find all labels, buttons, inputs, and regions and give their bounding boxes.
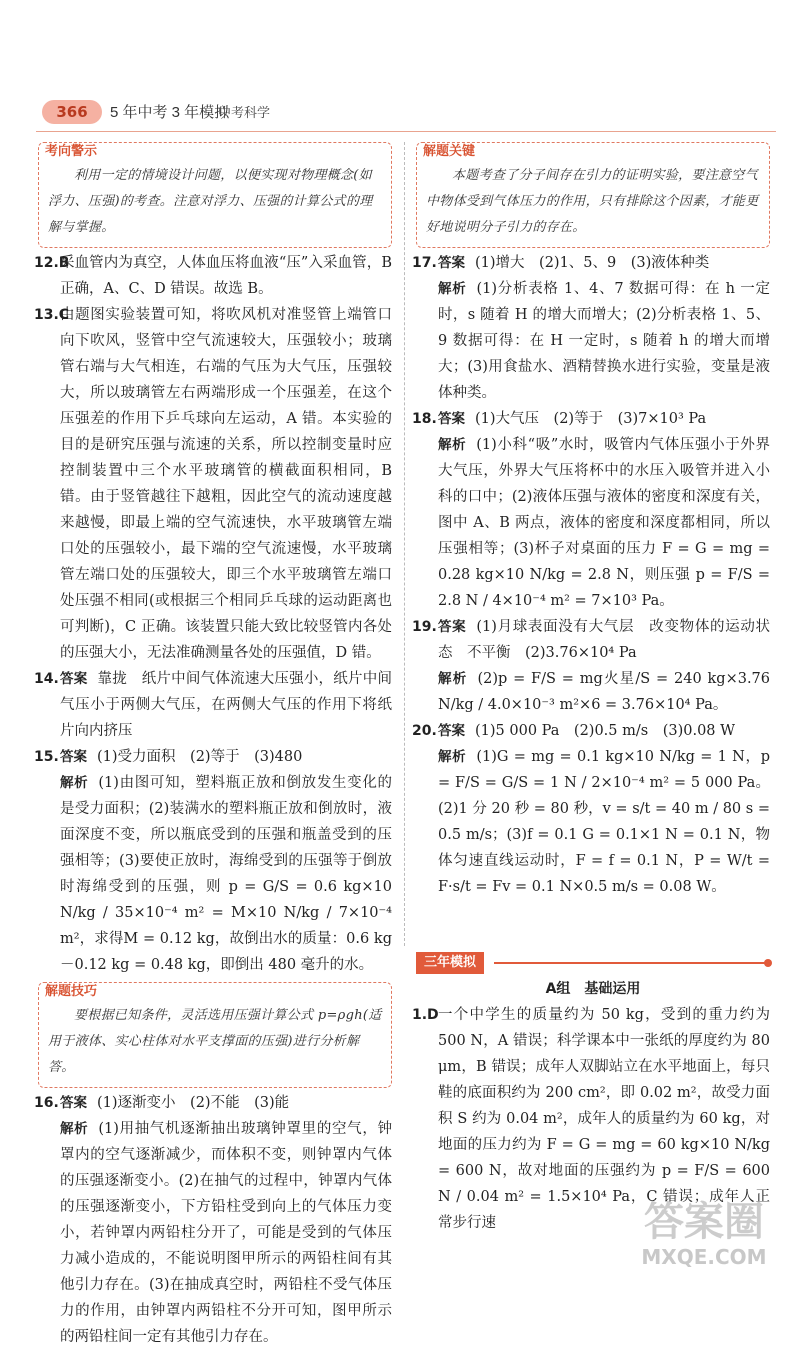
analysis-label: 解析 — [438, 281, 467, 297]
column-divider — [404, 142, 405, 946]
answer-value: (1)月球表面没有大气层 改变物体的运动状态 不平衡 (2)3.76×10⁴ Pa — [438, 619, 771, 661]
answer-20 — [412, 718, 771, 900]
answer-number: 1.D — [412, 1007, 439, 1023]
answer-15 — [34, 744, 393, 978]
analysis-text: (1)G = mg = 0.1 kg×10 N/kg = 1 N，p = F/S = G/S = 1 N / 2×10⁻⁴ m² = 5 000 Pa。(2)1 分 20 秒 = 80 秒，v = s/t = 40 m / 80 s = 0.5 m/s；(3)f = 0.1 G = 0.1×1 N = 0.1 N，物体匀速直线运动时，F = f = 0.1 N，P = W/t = F·s/t = Fv = 0.1 N×0.5 m/s = 0.08 W。 — [438, 749, 771, 895]
analysis-label: 解析 — [60, 1121, 89, 1137]
analysis-label: 解析 — [438, 749, 467, 765]
book-title: 5 年中考 3 年模拟 — [110, 104, 230, 121]
warning-box-text: 利用一定的情境设计问题，以便实现对物理概念(如浮力、压强)的考查。注意对浮力、压强的计算公式的理解与掌握。 — [48, 168, 373, 235]
answer-label: 答案 — [60, 749, 87, 765]
section-line — [494, 962, 770, 964]
section-dot — [764, 959, 772, 967]
watermark-text: 答案圈 — [644, 1199, 764, 1245]
tip-box-text: 要根据已知条件，灵活选用压强计算公式 p=ρgh(适用于液体、实心柱体对水平支撑面的压强)进行分析解答。 — [48, 1008, 382, 1075]
section-title: 三年模拟 — [416, 952, 484, 974]
page-header — [36, 96, 776, 130]
answer-18 — [412, 406, 770, 614]
subject-label: 中考科学 — [218, 105, 271, 120]
left-column — [34, 142, 393, 1350]
right-column — [412, 142, 771, 900]
answer-value: (1)逐渐变小 (2)不能 (3)能 — [97, 1095, 290, 1111]
section-banner — [416, 952, 776, 974]
answer-text: 靠拢 纸片中间气体流速大压强小，纸片中间气压小于两侧大气压，在两侧大气压的作用下将纸片向内挤压 — [60, 671, 393, 739]
answer-number: 12.B — [34, 255, 70, 271]
answer-label: 答案 — [438, 619, 467, 635]
answer-text: 一个中学生的质量约为 50 kg，受到的重力约为 500 N，A 错误；科学课本中一张纸的厚度约为 80 μm，B 错误；成年人双脚站立在水平地面上，每只鞋的底面积约为 200 cm²，即 0.02 m²，故受力面积 S 约为 0.04 m²，成年人的质量约为 60 kg，对地面的压力约为 F = G = mg = 60 kg×10 N/kg = 600 N，故对地面的压强约为 p = F/S = 600 N / 0.04 m² = 1.5×10⁴ Pa，C 错误；成年人正常步行速 — [438, 1007, 770, 1231]
answer-12 — [34, 250, 392, 302]
analysis-text: (1)分析表格 1、4、7 数据可得：在 h 一定时，s 随着 H 的增大而增大；(2)分析表格 1、5、9 数据可得：在 H 一定时，s 随着 h 的增大而增大；(3)用食盐水、酒精替换水进行实验，变量是液体种类。 — [438, 281, 771, 401]
answer-number: 18. — [412, 411, 437, 427]
answer-value: (1)受力面积 (2)等于 (3)480 — [97, 749, 303, 765]
analysis-label: 解析 — [438, 671, 468, 687]
answer-number: 19. — [412, 619, 437, 635]
answer-19 — [412, 614, 771, 718]
answer-number: 16. — [34, 1095, 59, 1111]
analysis-label: 解析 — [438, 437, 467, 453]
tip-box — [38, 982, 392, 1088]
answer-value: (1)5 000 Pa (2)0.5 m/s (3)0.08 W — [475, 723, 736, 739]
analysis-text: (1)由图可知，塑料瓶正放和倒放发生变化的是受力面积；(2)装满水的塑料瓶正放和倒放时，液面深度不变，所以瓶底受到的压强和瓶盖受到的压强相等；(3)要使正放时，海绵受到的压强等于倒放时海绵受到的压强，则 p = G/S = 0.6 kg×10 N/kg / 35×10⁻⁴ m² = M×10 N/kg / 7×10⁻⁴ m²，求得M = 0.12 kg，故倒出水的质量：0.6 kg－0.12 kg = 0.48 kg，即倒出 480 毫升的水。 — [60, 775, 393, 973]
answer-number: 15. — [34, 749, 59, 765]
answer-13 — [34, 302, 392, 666]
tip-box-title: 解题技巧 — [45, 984, 98, 999]
answer-17 — [412, 250, 771, 406]
answer-number: 20. — [412, 723, 437, 739]
answer-number: 14. — [34, 671, 59, 687]
analysis-text: (1)用抽气机逐渐抽出玻璃钟罩里的空气，钟罩内的空气逐渐减少，而体积不变，则钟罩内气体的压强逐渐变小。(2)在抽气的过程中，钟罩内气体的压强逐渐变小，下方铅柱受到向上的气体压力变小，若钟罩内两铅柱分开了，可能是受到的气体压力减小造成的，不能说明图甲所示的两铅柱间有其他引力存在。(3)在抽成真空时，两铅柱不受气体压力的作用，由钟罩内两铅柱不分开可知，图甲所示的两铅柱间一定有其他引力存在。 — [60, 1121, 393, 1345]
header-divider — [36, 131, 776, 132]
analysis-text: (2)p = F/S = mg火星/S = 240 kg×3.76 N/kg / 4.0×10⁻³ m²×6 = 3.76×10⁴ Pa。 — [438, 671, 771, 713]
answer-label: 答案 — [438, 723, 465, 739]
key-box-text: 本题考查了分子间存在引力的证明实验，要注意空气中物体受到气体压力的作用，只有排除这个因素，才能更好地说明分子引力的存在。 — [426, 168, 759, 235]
warning-box — [38, 142, 392, 248]
answer-value: (1)增大 (2)1、5、9 (3)液体种类 — [475, 255, 710, 271]
answer-text: 由题图实验装置可知，将吹风机对准竖管上端管口向下吹风，竖管中空气流速较大，压强较小；玻璃管右端与大气相连，右端的气压为大气压，压强较大，所以玻璃管左右两端形成一个压强差，在这个压强差的作用下乒乓球向左运动，A 错。本实验的目的是研究压强与流速的关系，所以控制变量时应控制装置中三个水平玻璃管的横截面积相同，B 错。由于竖管越往下越粗，因此空气的流动速度越来越慢，即最上端的空气流速快，水平玻璃管左端口处的压强较小，最下端的空气流速慢，水平玻璃管左端口处的压强较大，即三个水平玻璃管左端口处压强不相同(或根据三个相同乒乓球的运动距离也可判断)，C 正确。该装置只能大致比较竖管内各处的压强大小，无法准确测量各处的压强值，D 错。 — [60, 307, 392, 661]
analysis-text: (1)小科“吸”水时，吸管内气体压强小于外界大气压，外界大气压将杯中的水压入吸管并进入小科的口中；(2)液体压强与液体的密度和深度有关，图中 A、B 两点，液体的密度和深度都相同，所以压强相等；(3)杯子对桌面的压力 F = G = mg = 0.28 kg×10 N/kg = 2.8 N，则压强 p = F/S = 2.8 N / 4×10⁻⁴ m² = 7×10³ Pa。 — [438, 437, 770, 609]
answer-label: 答案 — [60, 1095, 87, 1111]
answer-16 — [34, 1090, 393, 1350]
watermark-logo — [620, 1198, 788, 1284]
answer-label: 答案 — [438, 411, 465, 427]
warning-box-title: 考向警示 — [45, 144, 98, 159]
watermark-url: MXQE.COM — [641, 1245, 767, 1269]
answer-number: 13.C — [34, 307, 70, 323]
key-box-title: 解题关键 — [423, 144, 476, 159]
answer-number: 17. — [412, 255, 437, 271]
key-box — [416, 142, 770, 248]
group-title: A组 基础运用 — [545, 981, 641, 997]
answer-14 — [34, 666, 393, 744]
answer-label: 答案 — [438, 255, 465, 271]
answer-value: (1)大气压 (2)等于 (3)7×10³ Pa — [475, 411, 707, 427]
answer-text: 采血管内为真空，人体血压将血液“压”入采血管，B 正确，A、C、D 错误。故选 B。 — [60, 255, 392, 297]
analysis-label: 解析 — [60, 775, 89, 791]
page-number: 366 — [42, 100, 102, 124]
answer-label: 答案 — [60, 671, 88, 687]
